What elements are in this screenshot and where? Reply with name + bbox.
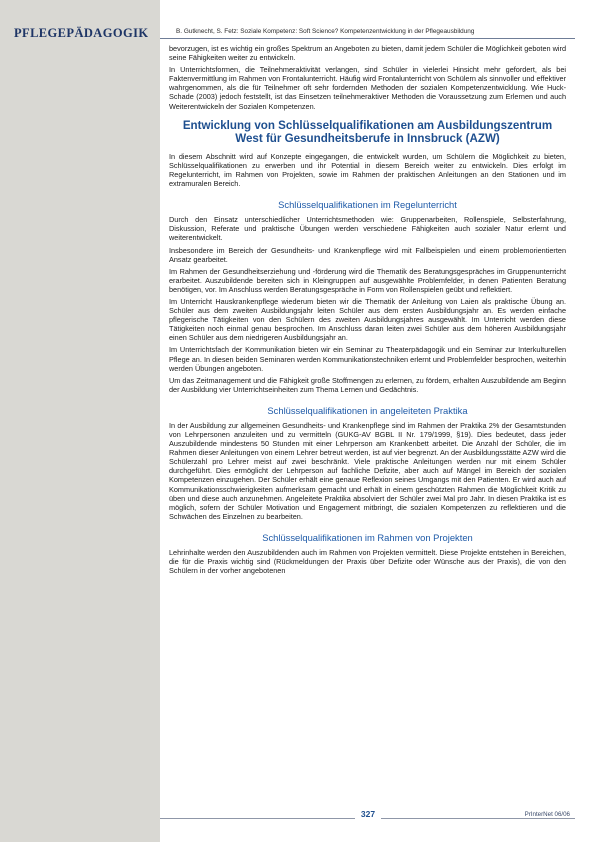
page-header: [0, 0, 595, 42]
header-rule: [160, 38, 575, 39]
body-paragraph: Im Rahmen der Gesundheitserziehung und -förderung wird die Thematik des Beratungsgespräches im Gruppenunterricht erarbeitet. Auszubildende bereiten sich in Kleingruppen auf ausgewählte Problemfelder, in denen Patienten Beratung benötigen, vor. Im Anschluss werden Beratungsgespräche in Form von Rollenspielen geübt und reflektiert.: [169, 266, 566, 294]
body-paragraph: Um das Zeitmanagement und die Fähigkeit große Stoffmengen zu erlernen, zu fördern, erhalten Auszubildende am Beginn der Ausbildung vier Unterrichtseinheiten zum Thema Lernen und Gedächtnis.: [169, 375, 566, 394]
page-sidebar-band: [0, 0, 160, 842]
article-body: [169, 44, 566, 814]
page-number: 327: [355, 808, 381, 821]
body-paragraph: Im Unterrichtsfach der Kommunikation bieten wir ein Seminar zu Theaterpädagogik und ein Seminar zur Interkulturellen Pflege an. In diesen beiden Seminaren werden Kommunikationstechniken erlernt und Problemfelder besprochen, weiterhin werden Übungen angeboten.: [169, 345, 566, 373]
issue-label: PrInterNet 06/06: [524, 811, 570, 818]
running-head: B. Gutknecht, S. Fetz: Soziale Kompetenz: Soft Science? Kompetenzentwicklung in der Pflegeausbildung: [176, 28, 475, 35]
body-paragraph: In Unterrichtsformen, die Teilnehmeraktivität verlangen, sind Schüler in vielerlei Hinsicht mehr gefordert, als bei Faktenvermittlung im Rahmen von Frontalunterricht. Häufig wird Frontalunterricht von Schülern als sinnvoller und effektiver wahrgenommen, als die für Teilnehmer oft sehr fordernden Methoden der sozialen Kompetenzentwicklung. Wie Huck-Schade (2003) jedoch feststellt, ist das Einsetzen teilnehmeraktiver Methoden die Voraussetzung zum Erlernen und auch Weiterentwickeln der Sozialen Kompetenzen.: [169, 65, 566, 111]
body-paragraph: Durch den Einsatz unterschiedlicher Unterrichtsmethoden wie: Gruppenarbeiten, Rollenspiele, Selbsterfahrung, Diskussion, Referate und praktische Übungen werden verschiedene Fähigkeiten auch sozialer Natur erlernt und weiterentwickelt.: [169, 215, 566, 243]
section-heading-praktika: Schlüsselqualifikationen in angeleiteten Praktika: [267, 404, 468, 416]
body-paragraph: Insbesondere im Bereich der Gesundheits- und Krankenpflege wird mit Fallbeispielen und einem problemorientierten Ansatz gearbeitet.: [169, 245, 566, 264]
journal-title: PFLEGEPÄDAGOGIK: [14, 26, 149, 40]
section-heading-regelunterricht: Schlüsselqualifikationen im Regelunterricht: [278, 199, 457, 211]
body-paragraph: bevorzugen, ist es wichtig ein großes Spektrum an Angeboten zu bieten, damit jedem Schüler die Möglichkeit geboten wird seine Fähigkeiten weiter zu entwickeln.: [169, 44, 566, 63]
body-paragraph: Lehrinhalte werden den Auszubildenden auch im Rahmen von Projekten vermittelt. Diese Projekte entstehen in Bereichen, die für die Praxis wichtig sind (Rückmeldungen der Praxis über Defizite oder Wünsche aus der Praxis), die von den Schülern in der vorher angebotenen: [169, 547, 566, 576]
body-paragraph: In der Ausbildung zur allgemeinen Gesundheits- und Krankenpflege sind im Rahmen der Praktika 2% der Gesamtstunden von Lehrpersonen anzuleiten und zu vermitteln (GUKG-AV BGBL II Nr. 179/1999, §19). Dies bedeutet, dass jeder Auszubildende mindestens 50 Stunden mit einer Lehrperson am Krankenbett arbeitet. Die Anzahl der Schüler, die im Rahmen dieser Anleitungen von einem Lehrer betreut werden, ist auf vier begrenzt. An der Ausbildungsstätte AZW wird die Schülerzahl pro Lehrer meist auf zwei beschränkt. Viele praktische Anleitungen werden nur mit einem Schüler durchgeführt. Dies ermöglicht der Lehrperson auf fachliche Defizite, aber auch auf Mängel im Bereich der sozialen Kompetenzen einzugehen. Der Schüler erhält eine genaue Reflexion seines Umgangs mit den Patienten. Er wird auch auf Kommunikationsschwierigkeiten aufmerksam gemacht und erhält in einem geschützten Rahmen die Möglichkeit Kritik zu üben und diese auch anzunehmen. Angeleitete Praktika absolviert der Schüler zwei Mal pro Jahr. In diesen Praktika ist es möglich, sofern der Schüler Motivation und Engagement mitbringt, die sozialen Kompetenzen zu reflektieren und die Schwächen des Einzelnen zu bearbeiten.: [169, 420, 566, 521]
body-paragraph: Im Unterricht Hauskrankenpflege wiederum bieten wir die Thematik der Anleitung von Laien als praktische Übung an. Schüler aus dem zweiten Ausbildungsjahr leiten Schüler aus dem ersten Ausbildungsjahr an. Es werden einfache pflegerische Tätigkeiten von den Schülern des zweiten Ausbildungsjahres ausgewählt. Im Unterricht werden diese Tätigkeiten noch einmal genau besprochen. Im Anschluss daran leiten zwei Schüler aus dem höheren Ausbildungsjahr einen Schüler aus dem niedrigeren Ausbildungsjahr an.: [169, 296, 566, 343]
main-heading: Entwicklung von Schlüsselqualifikationen am Ausbildungszentrum West für Gesundheitsberufe in Innsbruck (AZW): [182, 118, 553, 146]
body-paragraph: In diesem Abschnitt wird auf Konzepte eingegangen, die entwickelt wurden, um Schülern die Möglichkeit zu bieten, Schlüsselqualifikationen zu erwerben und ihr Potential in diesem Bereich weiter zu entwickeln. Dies erfolgt im Regelunterricht, im Rahmen von Projekten, sowie im Rahmen der praktischen Anleitungen an den Stationen und im extramuralen Bereich.: [169, 151, 566, 189]
section-heading-projekte: Schlüsselqualifikationen im Rahmen von Projekten: [262, 531, 473, 543]
